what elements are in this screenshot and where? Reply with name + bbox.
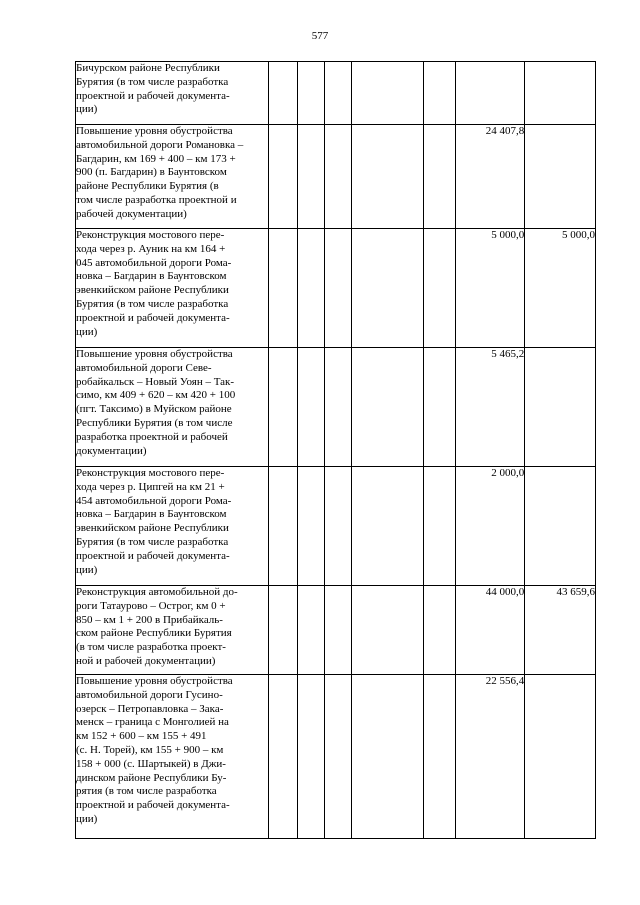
value-cell — [351, 348, 424, 467]
value-cell — [351, 586, 424, 675]
value-cell — [525, 348, 596, 467]
value-cell — [351, 62, 424, 125]
value-cell — [298, 467, 325, 586]
value-cell — [268, 675, 297, 839]
table-row — [76, 586, 596, 675]
table-row — [76, 62, 596, 125]
value-cell — [325, 675, 351, 839]
value-cell — [298, 348, 325, 467]
table-row — [76, 467, 596, 586]
value-cell: 5 000,0 — [455, 229, 525, 348]
table-row — [76, 348, 596, 467]
value-cell — [268, 467, 297, 586]
value-cell: 22 556,4 — [455, 675, 525, 839]
value-cell: 5 465,2 — [455, 348, 525, 467]
value-cell — [298, 229, 325, 348]
value-cell — [298, 125, 325, 229]
value-cell — [268, 125, 297, 229]
value-cell — [525, 62, 596, 125]
table-row — [76, 675, 596, 839]
value-cell — [424, 586, 455, 675]
value-cell — [424, 229, 455, 348]
page-number: 577 — [311, 30, 329, 42]
value-cell — [325, 62, 351, 125]
value-cell — [351, 229, 424, 348]
value-cell — [424, 62, 455, 125]
project-description-cell: Реконструкция мостового пере- хода через р. Ауник на км 164 + 045 автомобильной дороги Рома- новка – Багдарин в Баунтовском эвенкийском районе Республики Бурятия (в том числе разработка проектной и рабочей документа- ции) — [76, 229, 269, 348]
value-cell — [325, 229, 351, 348]
value-cell — [351, 675, 424, 839]
value-cell — [525, 125, 596, 229]
value-cell — [351, 467, 424, 586]
value-cell — [325, 348, 351, 467]
project-description-cell: Реконструкция мостового пере- хода через р. Ципгей на км 21 + 454 автомобильной дороги Рома- новка – Багдарин в Баунтовском эвенкийском районе Республики Бурятия (в том числе разработка проектной и рабочей документа- ции) — [76, 467, 269, 586]
value-cell: 43 659,6 — [525, 586, 596, 675]
value-cell — [268, 586, 297, 675]
table-body — [76, 62, 596, 839]
value-cell — [268, 62, 297, 125]
table-row — [76, 125, 596, 229]
project-description-cell: Бичурском районе Республики Бурятия (в том числе разработка проектной и рабочей документа- ции) — [76, 62, 269, 125]
value-cell — [268, 229, 297, 348]
value-cell: 44 000,0 — [455, 586, 525, 675]
value-cell — [298, 62, 325, 125]
value-cell — [424, 125, 455, 229]
value-cell — [325, 125, 351, 229]
value-cell — [424, 467, 455, 586]
value-cell — [455, 62, 525, 125]
value-cell — [424, 348, 455, 467]
value-cell — [325, 586, 351, 675]
project-description-cell: Повышение уровня обустройства автомобильной дороги Севе- робайкальск – Новый Уоян – Так- симо, км 409 + 620 – км 420 + 100 (пгт. Таксимо) в Муйском районе Республики Бурятия (в том числе разработка проектной и рабочей документации) — [76, 348, 269, 467]
value-cell — [298, 675, 325, 839]
value-cell — [268, 348, 297, 467]
table-row — [76, 229, 596, 348]
project-description-cell: Реконструкция автомобильной до- роги Татаурово – Острог, км 0 + 850 – км 1 + 200 в Прибайкаль- ском районе Республики Бурятия (в том числе разработка проект- ной и рабочей документации) — [76, 586, 269, 675]
budget-table — [75, 61, 596, 839]
value-cell: 24 407,8 — [455, 125, 525, 229]
value-cell — [298, 586, 325, 675]
value-cell — [325, 467, 351, 586]
value-cell: 2 000,0 — [455, 467, 525, 586]
value-cell — [525, 675, 596, 839]
value-cell — [351, 125, 424, 229]
value-cell — [424, 675, 455, 839]
value-cell — [525, 467, 596, 586]
project-description-cell: Повышение уровня обустройства автомобильной дороги Романовка – Багдарин, км 169 + 400 – км 173 + 900 (п. Багдарин) в Баунтовском районе Республики Бурятия (в том числе разработка проектной и рабочей документации) — [76, 125, 269, 229]
value-cell: 5 000,0 — [525, 229, 596, 348]
project-description-cell: Повышение уровня обустройства автомобильной дороги Гусино- озерск – Петропавловка – Зака- менск – граница с Монголией на км 152 + 600 – км 155 + 491 (с. Н. Торей), км 155 + 900 – км 158 + 000 (с. Шартыкей) в Джи- динском районе Республики Бу- рятия (в том числе разработка проектной и рабочей документа- ции) — [76, 675, 269, 839]
